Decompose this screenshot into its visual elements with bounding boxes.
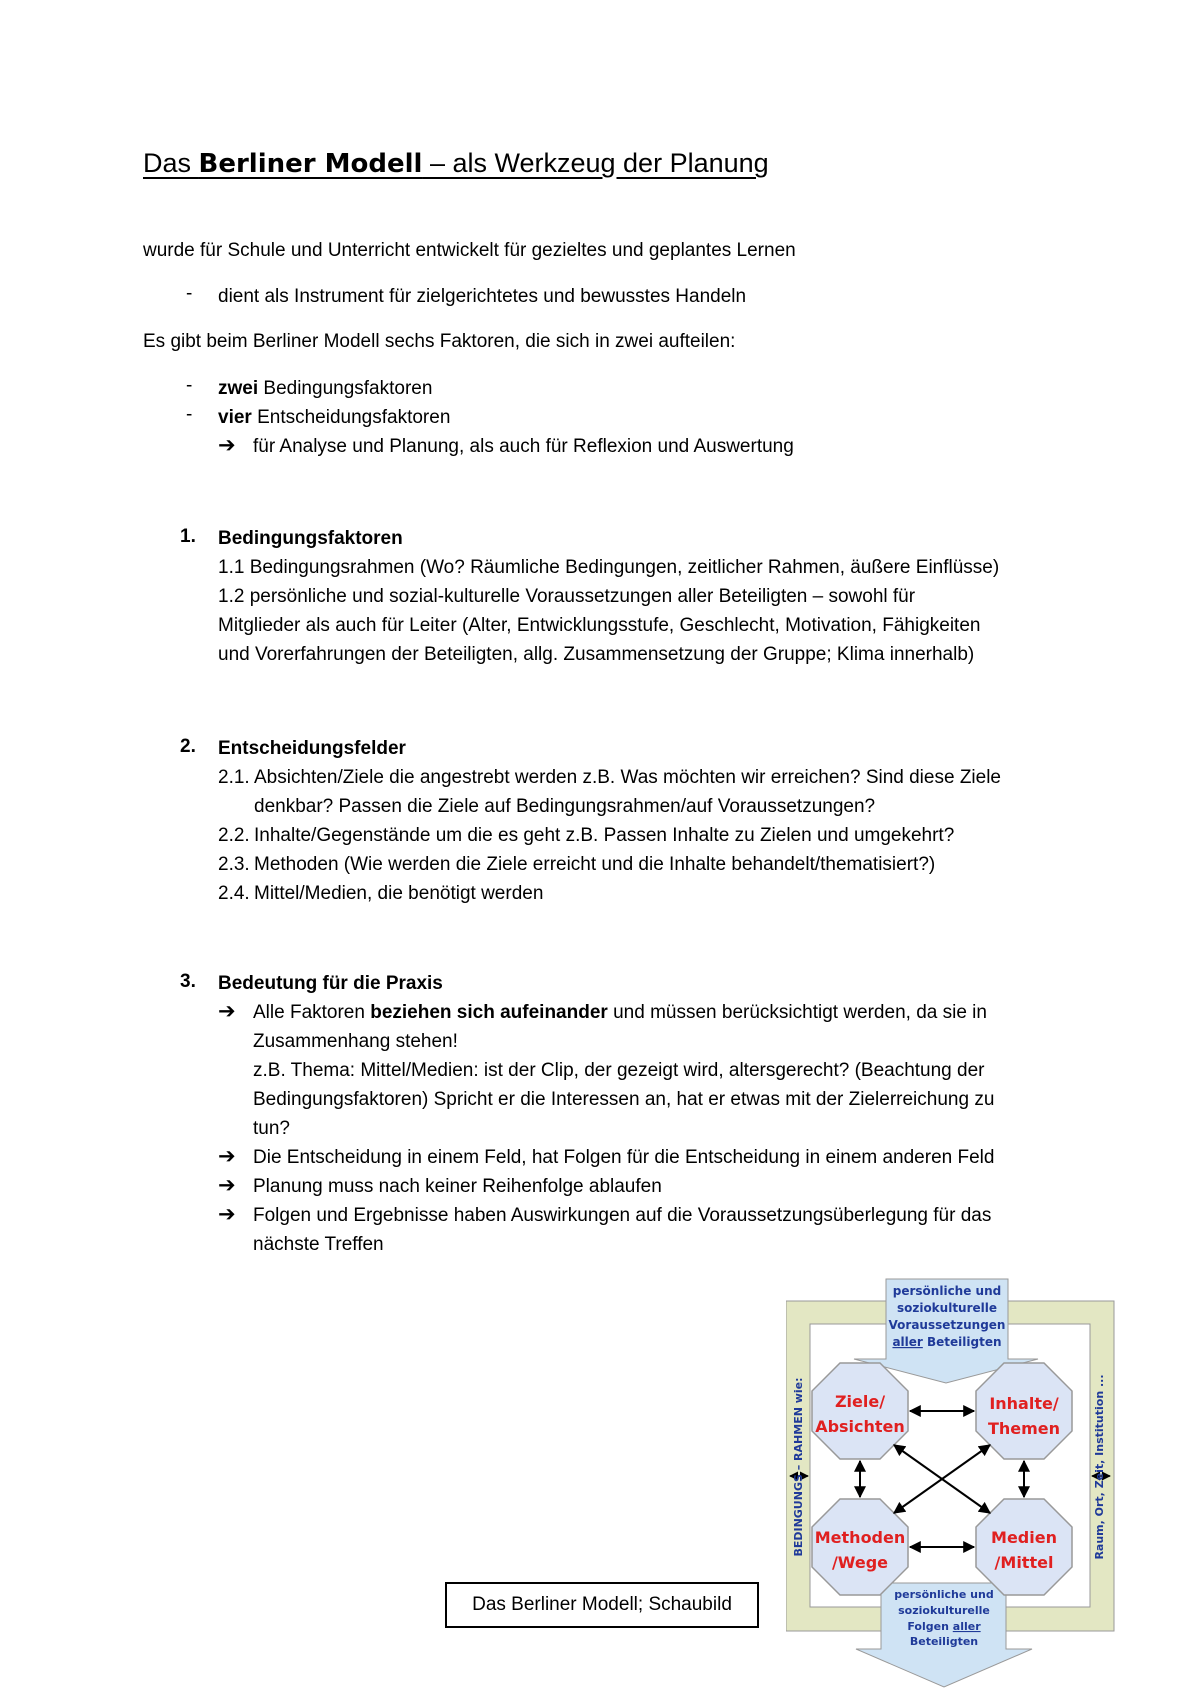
section-2-item-3: Methoden (Wie werden die Ziele erreicht und die Inhalte behandelt/thematisiert?) [254,854,936,875]
section-2-item-num: 2.2. [218,825,250,846]
section-3-arrow-3: Planung muss nach keiner Reihenfolge ablaufen [253,1176,662,1197]
section-2-number: 2. [180,736,196,757]
title-suffix: – als Werkzeug der Planung [422,148,769,178]
section-1-item-2-line-2: Mitglieder als auch für Leiter (Alter, Entwicklungsstufe, Geschlecht, Motivation, Fähigkeiten [218,615,981,636]
bullet-3-bold: vier [218,407,252,428]
ziele-label-2: Absichten [815,1417,905,1436]
medien-label-1: Medien [991,1528,1057,1547]
top-text-4 [892,1335,1001,1349]
bullet-dash: - [186,404,193,425]
bullet-2-rest: Bedingungsfaktoren [258,378,433,399]
bullet-dash: - [186,375,193,396]
section-3-arrow-2: Die Entscheidung in einem Feld, hat Folgen für die Entscheidung in einem anderen Feld [253,1147,995,1168]
bullet-3-rest: Entscheidungsfaktoren [251,407,451,428]
section-3-arrow-1-line-3: z.B. Thema: Mittel/Medien: ist der Clip, der gezeigt wird, altersgerecht? (Beachtung der [253,1060,985,1081]
bottom-text-4: Beteiligten [909,1635,979,1648]
section-2-item-4: Mittel/Medien, die benötigt werden [254,883,544,904]
ziele-label-1: Ziele/ [834,1392,886,1411]
top-text-1: persönliche und [892,1284,1002,1298]
section-3-arrow-4-line-1: Folgen und Ergebnisse haben Auswirkungen auf die Voraussetzungsüberlegung für das [253,1205,992,1226]
top-text-3: Voraussetzungen [888,1318,1006,1332]
methoden-label-1: Methoden [814,1528,906,1547]
intro-bullet-3 [218,407,450,429]
inhalte-label-2: Themen [987,1419,1061,1438]
intro-bullet-1: dient als Instrument für zielgerichtetes und bewusstes Handeln [218,286,747,307]
title-bold-part: Berliner Modell [198,149,423,179]
arrow-icon: ➔ [218,434,236,457]
a1-post: und müssen berücksichtigt werden, da sie in [607,1002,987,1023]
intro-line-2: Es gibt beim Berliner Modell sechs Faktoren, die sich in zwei aufteilen: [143,331,736,352]
intro-bullet-2 [218,378,432,400]
bullet-2-bold: zwei [218,378,259,399]
intro-line-1: wurde für Schule und Unterricht entwickelt für gezieltes und geplantes Lernen [143,240,796,261]
bullet-dash: - [186,283,193,304]
section-3-arrow-1-line-2: Zusammenhang stehen! [253,1031,458,1052]
a1-pre: Alle Faktoren [253,1002,371,1023]
section-1-item-2-line-1: 1.2 persönliche und sozial-kulturelle Voraussetzungen aller Beteiligten – sowohl für [218,586,916,607]
medien-label-2: /Mittel [994,1553,1054,1572]
arrow-icon: ➔ [218,1145,236,1168]
bottom-text-3 [907,1620,981,1633]
section-3-arrow-1-line-5: tun? [253,1118,290,1139]
section-3-arrow-1-line-4: Bedingungsfaktoren) Spricht er die Interessen an, hat er etwas mit der Zielerreichung zu [253,1089,995,1110]
inhalte-label-1: Inhalte/ [989,1394,1059,1413]
octagon-ziele [812,1363,908,1459]
section-2-item-1-line-1: Absichten/Ziele die angestrebt werden z.B. Was möchten wir erreichen? Sind diese Ziele [254,767,1002,788]
diagram-svg [786,1277,1126,1689]
bottom-text-3-pre: Folgen [907,1620,953,1633]
a1-bold: beziehen sich aufeinander [370,1002,608,1023]
bottom-text-3-underlined: aller [952,1620,981,1633]
section-2-heading: Entscheidungsfelder [218,738,406,759]
section-2-item-num: 2.4. [218,883,250,904]
section-1-item-1: 1.1 Bedingungsrahmen (Wo? Räumliche Bedingungen, zeitlicher Rahmen, äußere Einflüsse) [218,557,1000,578]
section-2-item-1-line-2: denkbar? Passen die Ziele auf Bedingungsrahmen/auf Voraussetzungen? [254,796,876,817]
bottom-text-2: soziokulturelle [898,1604,990,1617]
arrow-icon: ➔ [218,1203,236,1226]
arrow-icon: ➔ [218,1000,236,1023]
octagon-methoden [812,1499,908,1595]
berliner-modell-diagram [786,1277,1126,1694]
bottom-text-1: persönliche und [894,1588,994,1601]
section-3-arrow-4-line-2: nächste Treffen [253,1234,384,1255]
intro-arrow-1: für Analyse und Planung, als auch für Reflexion und Auswertung [253,436,794,457]
section-2-item-num: 2.3. [218,854,250,875]
top-text-2: soziokulturelle [896,1301,998,1315]
octagon-medien [976,1499,1072,1595]
left-side-label: BEDINGUNGS – RAHMEN wie: [792,1377,805,1557]
section-2-item-num: 2.1. [218,767,250,788]
section-1-heading: Bedingungsfaktoren [218,528,403,549]
diagram-caption: Das Berliner Modell; Schaubild [445,1582,759,1628]
title-prefix: Das [143,148,199,178]
top-text-4-rest: Beteiligten [922,1335,1002,1349]
section-2-item-2: Inhalte/Gegenstände um die es geht z.B. Passen Inhalte zu Zielen und umgekehrt? [254,825,955,846]
section-3-arrow-1-line-1 [253,1002,987,1024]
methoden-label-2: /Wege [831,1553,889,1572]
section-3-heading: Bedeutung für die Praxis [218,973,443,994]
section-1-item-2-line-3: und Vorerfahrungen der Beteiligten, allg. Zusammensetzung der Gruppe; Klima innerhalb) [218,644,975,665]
right-side-label: Raum, Ort, Zeit, Institution ... [1093,1374,1106,1560]
section-1-number: 1. [180,526,196,547]
section-3-number: 3. [180,971,196,992]
arrow-icon: ➔ [218,1174,236,1197]
top-text-4-underlined: aller [892,1335,923,1349]
page-title [143,148,769,179]
